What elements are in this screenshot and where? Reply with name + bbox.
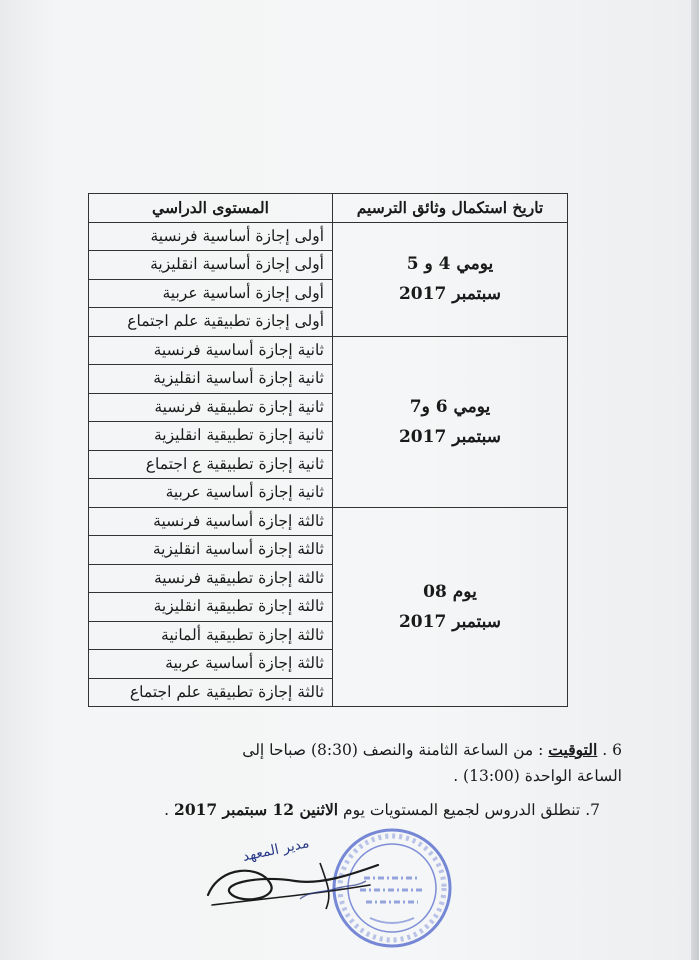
note-text: تنطلق الدروس لجميع المستويات يوم (343, 801, 581, 819)
table-row (89, 507, 568, 536)
level-cell: ثانية إجازة أساسية فرنسية (89, 336, 333, 365)
note-timing (22, 737, 622, 789)
date-line: سبتمبر 2017 (398, 426, 502, 447)
table-row (89, 336, 568, 365)
note-label: التوقيت (548, 740, 598, 759)
level-cell: ثانية إجازة أساسية عربية (89, 479, 333, 508)
level-cell: ثالثة إجازة أساسية فرنسية (89, 507, 333, 536)
level-cell: ثانية إجازة تطبيقية فرنسية (89, 393, 333, 422)
level-cell: ثانية إجازة تطبيقية ع اجتماع (89, 450, 333, 479)
note-start (0, 797, 600, 823)
level-cell: أولى إجازة أساسية عربية (89, 279, 333, 308)
level-cell: أولى إجازة أساسية فرنسية (89, 222, 333, 251)
level-cell: أولى إجازة أساسية انقليزية (89, 251, 333, 280)
note-text: : من الساعة الثامنة والنصف (8:30) صباحا إلى (242, 741, 544, 759)
level-cell: أولى إجازة تطبيقية علم اجتماع (89, 308, 333, 337)
level-cell: ثالثة إجازة أساسية انقليزية (89, 536, 333, 565)
date-line: يوم 08 (423, 581, 477, 602)
table-row (89, 222, 568, 251)
level-cell: ثانية إجازة تطبيقية انقليزية (89, 422, 333, 451)
date-line: سبتمبر 2017 (398, 611, 502, 632)
schedule-table (88, 193, 568, 707)
note-number: 7. (585, 801, 600, 819)
date-cell (333, 336, 568, 507)
date-line: يومي 6 و7 (409, 396, 491, 417)
header-date: تاريخ استكمال وثائق الترسيم (333, 194, 568, 223)
paper-edge (691, 0, 699, 960)
note-timing-line2: الساعة الواحدة (13:00) . (453, 767, 622, 785)
note-end: . (164, 801, 170, 819)
date-line: يومي 4 و 5 (406, 254, 494, 274)
level-cell: ثالثة إجازة أساسية عربية (89, 650, 333, 679)
level-cell: ثالثة إجازة تطبيقية ألمانية (89, 621, 333, 650)
note-timing-line1 (22, 737, 622, 763)
level-cell: ثالثة إجازة تطبيقية علم اجتماع (89, 678, 333, 707)
signature-title: مدير المعهد (241, 835, 311, 865)
note-number: 6 . (602, 741, 622, 759)
date-cell (333, 222, 568, 336)
level-cell: ثالثة إجازة تطبيقية فرنسية (89, 564, 333, 593)
date-cell (333, 507, 568, 707)
header-level: المستوى الدراسي (89, 194, 333, 223)
table-header-row (89, 194, 568, 223)
level-cell: ثالثة إجازة تطبيقية انقليزية (89, 593, 333, 622)
note-bold-date: الاثنين 12 سبتمبر 2017 (174, 800, 339, 819)
level-cell: ثانية إجازة أساسية انقليزية (89, 365, 333, 394)
handwritten-signature-icon (200, 835, 390, 925)
date-line: سبتمبر 2017 (398, 284, 502, 304)
